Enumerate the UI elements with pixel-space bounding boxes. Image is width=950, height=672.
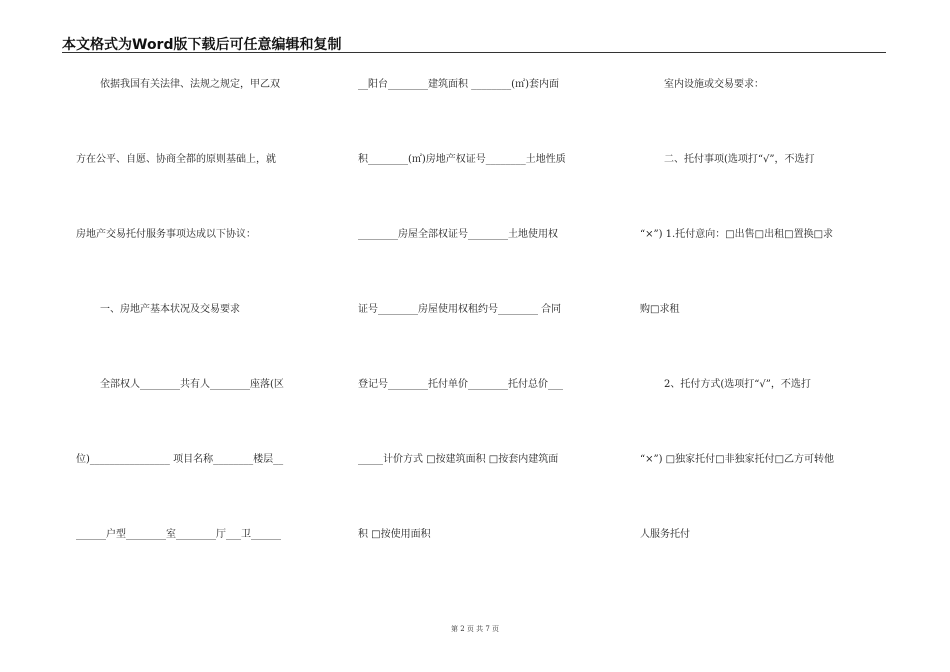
text-line: _____计价方式 □按建筑面积 □按套内建筑面 xyxy=(358,454,559,465)
text-line: 证号________房屋使用权租约号________ 合同 xyxy=(358,304,562,315)
text-line: 室内设施或交易要求： xyxy=(664,79,764,90)
text-line: 人服务托付 xyxy=(640,529,690,540)
text-line: 积________(㎡)房地产权证号________土地性质 xyxy=(358,154,566,165)
text-line: 2、托付方式(选项打“√”，不选打 xyxy=(664,379,811,390)
text-line: 购□求租 xyxy=(640,304,680,315)
header-divider xyxy=(62,52,886,53)
page-number: 第 2 页 共 7 页 xyxy=(450,625,500,633)
text-line: 一、房地产基本状况及交易要求 xyxy=(100,304,240,315)
text-line: 积 □按使用面积 xyxy=(358,529,431,540)
text-line: “×”) 1.托付意向：□出售□出租□置换□求 xyxy=(640,229,834,240)
text-line: “×”) □独家托付□非独家托付□乙方可转他 xyxy=(640,454,835,465)
text-line: ________房屋全部权证号________土地使用权 xyxy=(358,229,558,240)
text-line: 登记号________托付单价________托付总价___ xyxy=(358,379,563,390)
text-line: 依据我国有关法律、法规之规定，甲乙双 xyxy=(100,79,280,90)
header-title: 本文格式为Word版下载后可任意编辑和复制 xyxy=(62,37,342,53)
text-line: 二、托付事项(选项打“√”，不选打 xyxy=(664,154,815,165)
text-line: 位)________________ 项目名称________楼层__ xyxy=(76,454,284,465)
text-line: 全部权人________共有人________座落(区 xyxy=(100,379,284,390)
text-line: __阳台________建筑面积 ________(㎡)套内面 xyxy=(358,79,559,90)
text-line: ______户型________室________厅___卫______ xyxy=(76,529,281,540)
text-line: 方在公平、自愿、协商全都的原则基础上，就 xyxy=(76,154,276,165)
text-line: 房地产交易托付服务事项达成以下协议： xyxy=(76,229,256,240)
